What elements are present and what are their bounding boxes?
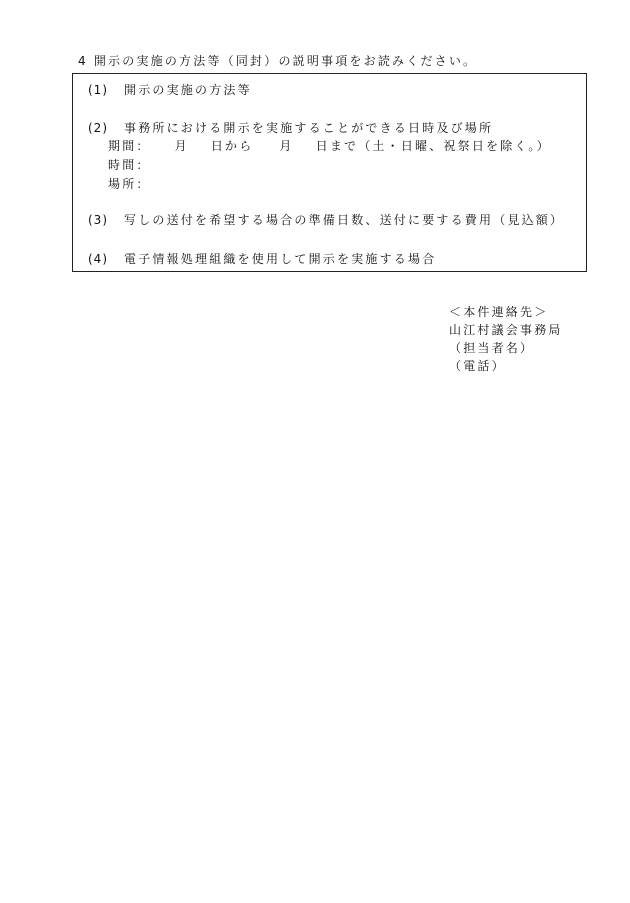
- item-1-number: (1): [88, 83, 108, 97]
- item-3-text: 写しの送付を希望する場合の準備日数、送付に要する費用（見込額）: [124, 213, 565, 227]
- period-month-from: 月: [174, 139, 189, 153]
- section-heading: 4 開示の実施の方法等（同封）の説明事項をお読みください。: [78, 54, 478, 68]
- contact-office: 山江村議会事務局: [449, 323, 563, 337]
- time-line: [108, 158, 151, 172]
- item-4-text: 電子情報処理組織を使用して開示を実施する場合: [124, 252, 437, 266]
- contact-block: [449, 303, 563, 375]
- period-month-to: 月: [279, 139, 294, 153]
- item-3-number: (3): [88, 213, 108, 227]
- period-label: 期間：: [108, 139, 151, 153]
- notice-box: [72, 73, 587, 272]
- contact-phone: （電話）: [449, 359, 506, 373]
- item-3: [88, 213, 564, 227]
- period-day-from: 日から: [210, 139, 254, 153]
- place-label: 場所：: [108, 177, 151, 191]
- contact-person: （担当者名）: [449, 341, 535, 355]
- place-line: [108, 177, 151, 191]
- period-day-to: 日まで（土・日曜、祝祭日を除く。）: [315, 139, 551, 153]
- item-2-text: 事務所における開示を実施することができる日時及び場所: [124, 121, 494, 135]
- item-4-number: (4): [88, 252, 108, 266]
- item-2: [88, 121, 493, 135]
- period-line: [108, 139, 551, 153]
- item-1-text: 開示の実施の方法等: [124, 83, 252, 97]
- time-label: 時間：: [108, 158, 151, 172]
- item-4: [88, 252, 436, 266]
- item-1: [88, 83, 252, 97]
- contact-title: ＜本件連絡先＞: [449, 305, 549, 319]
- item-2-number: (2): [88, 121, 108, 135]
